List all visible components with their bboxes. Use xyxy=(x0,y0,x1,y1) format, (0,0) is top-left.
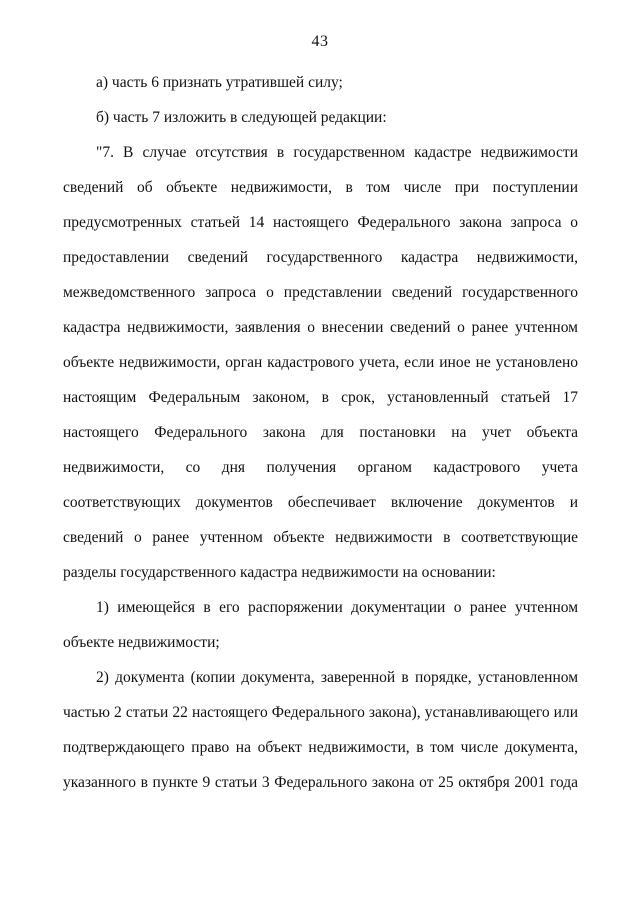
doc-line: б) часть 7 изложить в следующей редакции: xyxy=(96,109,387,126)
doc-line: недвижимости, со дня получения органом кадастрового учета xyxy=(63,459,578,476)
doc-line: настоящим Федеральным законом, в срок, установленный статьей 17 xyxy=(63,389,578,406)
doc-line: соответствующих документов обеспечивает включение документов и xyxy=(63,494,578,511)
page-number: 43 xyxy=(311,33,329,50)
doc-line: сведений о ранее учтенном объекте недвижимости в соответствующие xyxy=(63,529,578,546)
document-body xyxy=(63,65,578,800)
doc-line: указанного в пункте 9 статьи 3 Федерального закона от 25 октября 2001 года xyxy=(63,774,578,791)
doc-line: межведомственного запроса о представлении сведений государственного xyxy=(63,284,578,301)
doc-line: настоящего Федерального закона для постановки на учет объекта xyxy=(63,424,578,441)
doc-line: объекте недвижимости, орган кадастрового учета, если иное не установлено xyxy=(63,354,578,371)
doc-line: 1) имеющейся в его распоряжении документации о ранее учтенном xyxy=(96,599,578,616)
doc-line: кадастра недвижимости, заявления о внесении сведений о ранее учтенном xyxy=(63,319,578,336)
doc-line: а) часть 6 признать утратившей силу; xyxy=(96,74,343,91)
doc-line: разделы государственного кадастра недвижимости на основании: xyxy=(63,564,496,581)
doc-line: предусмотренных статьей 14 настоящего Федерального закона запроса о xyxy=(63,214,578,231)
doc-line: частью 2 статьи 22 настоящего Федерального закона), устанавливающего или xyxy=(63,704,578,721)
doc-line: "7. В случае отсутствия в государственном кадастре недвижимости xyxy=(96,144,578,161)
doc-line: предоставлении сведений государственного кадастра недвижимости, xyxy=(63,249,578,266)
doc-line: сведений об объекте недвижимости, в том числе при поступлении xyxy=(63,179,578,196)
doc-line: 2) документа (копии документа, заверенной в порядке, установленном xyxy=(96,669,578,686)
doc-line: объекте недвижимости; xyxy=(63,634,220,651)
doc-line: подтверждающего право на объект недвижимости, в том числе документа, xyxy=(63,739,578,756)
